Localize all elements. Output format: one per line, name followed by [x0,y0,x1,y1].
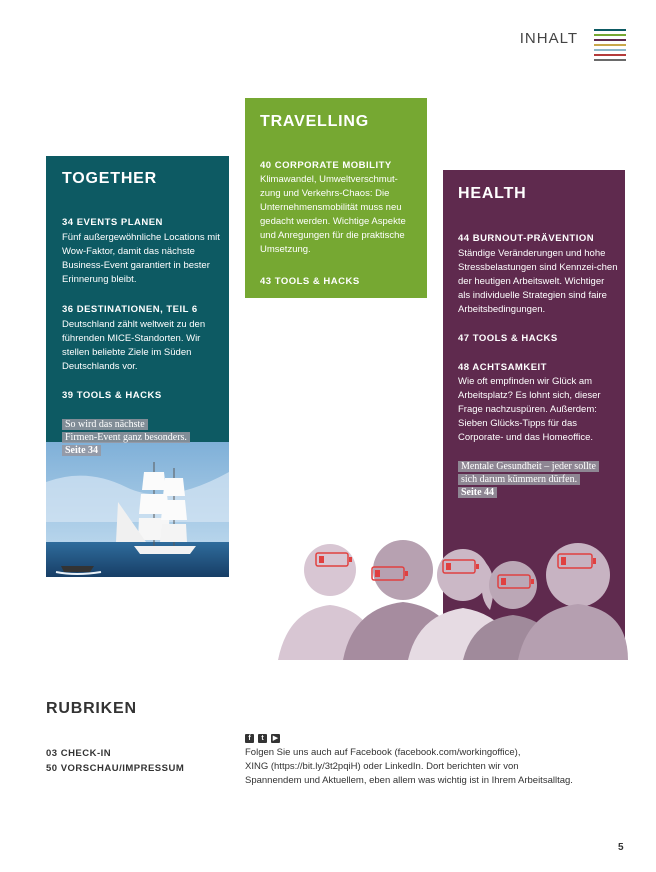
caption-page[interactable]: Seite 34 [62,445,101,456]
travelling-item-title[interactable]: 40 CORPORATE MOBILITY [260,160,392,171]
together-item-text: Deutschland zählt weltweit zu den führenden MICE-Standorten. Wir stellen beliebte Ziele im Süden Deutschlands vor. [62,319,206,372]
health-item-title[interactable]: 44 BURNOUT-PRÄVENTION [458,233,595,244]
twitter-icon[interactable]: t [258,734,267,743]
page-number: 5 [618,842,624,853]
stripes-icon [594,29,626,64]
together-heading: TOGETHER [62,170,158,187]
sailing-ship-photo [46,442,229,577]
facebook-icon[interactable]: f [245,734,254,743]
section-title: INHALT [519,30,578,47]
health-heading: HEALTH [458,185,527,202]
social-text [245,746,625,788]
health-item-text: Ständige Veränderungen und hohe Stressbelastungen sind Kennzei-chen der heutigen Arbeitswelt. Wichtiger als individuelle Strategien sind faire Arbeitsbedingungen. [458,248,618,315]
together-item-title[interactable]: 39 TOOLS & HACKS [62,390,162,401]
people-battery-illustration [268,530,628,660]
caption-line: Mentale Gesundheit – jeder sollte [458,461,599,472]
together-item-title[interactable]: 36 DESTINATIONEN, TEIL 6 [62,304,198,315]
rubriken-item[interactable]: 50 VORSCHAU/IMPRESSUM [46,763,185,774]
caption-line: So wird das nächste [62,419,148,430]
together-item-title[interactable]: 34 EVENTS PLANEN [62,217,163,228]
social-icons [245,734,280,743]
social-text-line: Spannendem und Aktuellem, eben allem was wichtig ist in Ihrem Arbeitsalltag. [245,775,573,786]
travelling-item-title[interactable]: 43 TOOLS & HACKS [260,276,360,287]
together-panel [46,156,229,577]
health-caption [458,460,599,499]
caption-line: sich darum kümmern dürfen. [458,474,580,485]
together-caption [62,418,190,457]
caption-page[interactable]: Seite 44 [458,487,497,498]
social-text-line: Folgen Sie uns auch auf Facebook (facebook.com/workingoffice), [245,747,521,758]
travelling-heading: TRAVELLING [260,113,370,130]
youtube-icon[interactable]: ▶ [272,735,279,742]
together-item-text: Fünf außergewöhnliche Locations mit Wow-Faktor, damit das nächste Business-Event garantiert in bester Erinnerung bleibt. [62,232,220,285]
health-item-title[interactable]: 47 TOOLS & HACKS [458,333,558,344]
rubriken-heading: RUBRIKEN [46,700,137,717]
rubriken-item[interactable]: 03 CHECK-IN [46,748,112,759]
social-text-line: XING (https://bit.ly/3t2pqiH) oder LinkedIn. Dort berichten wir von [245,761,519,772]
health-item-title[interactable]: 48 ACHTSAMKEIT [458,362,547,373]
caption-line: Firmen-Event ganz besonders. [62,432,190,443]
travelling-panel [245,98,427,298]
travelling-item-text: Klimawandel, Umweltverschmut-zung und Verkehrs-Chaos: Die Unternehmensmobilität muss neu gedacht werden. Wichtige Aspekte und Anregungen für die praktische Umsetzung. [260,174,406,255]
health-item-text: Wie oft empfinden wir Glück am Arbeitsplatz? Es lohnt sich, dieser Frage nachzuspüren. Außerdem: Sieben Glücks-Tipps für das Corporate- und das Homeoffice. [458,376,601,443]
